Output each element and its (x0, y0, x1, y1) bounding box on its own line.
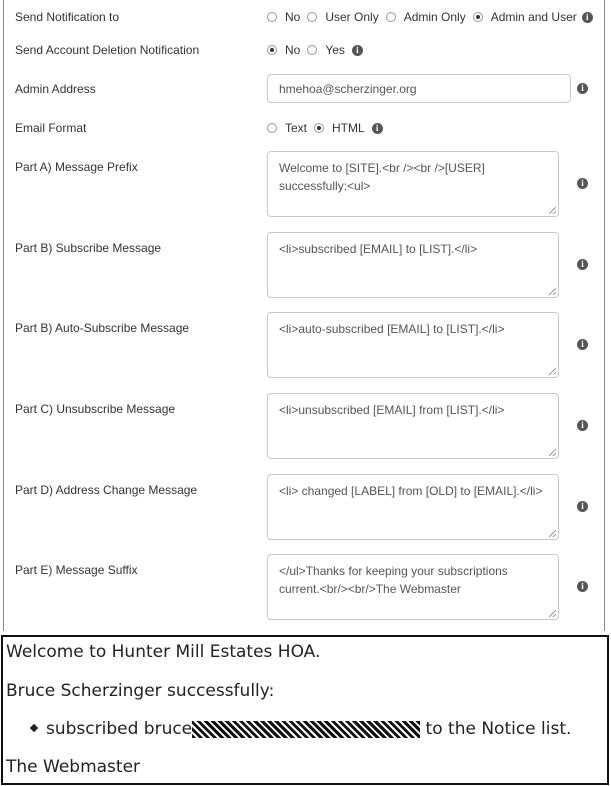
preview-item-prefix: subscribed bruce (46, 719, 193, 739)
auto-subscribe-message-label: Part B) Auto-Subscribe Message (15, 321, 190, 335)
preview-user-line: Bruce Scherzinger successfully: (6, 681, 275, 701)
info-circle-icon[interactable]: i (352, 45, 363, 56)
radio-button[interactable] (307, 12, 317, 22)
unsubscribe-message-textarea[interactable] (267, 393, 559, 459)
textarea-text: Welcome to [SITE].<br /><br />[USER] successfully:<ul> (279, 161, 485, 193)
option-label: User Only (325, 10, 379, 24)
notification-option-admin-only[interactable] (386, 10, 466, 24)
deletion-option-yes[interactable] (307, 43, 345, 57)
deletion-label: Send Account Deletion Notification (15, 43, 200, 57)
deletion-option-no[interactable] (267, 43, 300, 57)
resize-grip-icon[interactable] (549, 530, 556, 537)
info-circle-icon[interactable]: i (577, 259, 588, 270)
message-prefix-row (4, 151, 604, 221)
deletion-row (4, 36, 604, 72)
preview-list-item (31, 719, 571, 739)
info-circle-icon[interactable]: i (577, 178, 588, 189)
message-suffix-textarea[interactable] (267, 554, 559, 620)
email-settings-form (3, 0, 605, 631)
option-label: Admin and User (490, 10, 577, 24)
preview-item-suffix: to the Notice list. (420, 719, 572, 739)
radio-button[interactable] (267, 123, 277, 133)
admin-address-row (4, 72, 604, 112)
preview-signature: The Webmaster (6, 757, 141, 777)
notification-option-admin-and-user[interactable] (473, 10, 577, 24)
radio-button-selected[interactable] (473, 12, 483, 22)
info-circle-icon[interactable]: i (577, 83, 588, 94)
textarea-text: <li>auto-subscribed [EMAIL] to [LIST].</li> (279, 322, 505, 336)
info-circle-icon[interactable]: i (577, 339, 588, 350)
info-circle-icon[interactable]: i (582, 12, 593, 23)
deletion-radio-group (267, 42, 363, 58)
admin-address-label: Admin Address (15, 82, 96, 96)
subscribe-message-label: Part B) Subscribe Message (15, 241, 162, 255)
subscribe-message-textarea[interactable] (267, 232, 559, 298)
textarea-text: <li>subscribed [EMAIL] to [LIST].</li> (279, 242, 478, 256)
message-suffix-label: Part E) Message Suffix (15, 563, 138, 577)
info-circle-icon[interactable]: i (372, 123, 383, 134)
unsubscribe-message-label: Part C) Unsubscribe Message (15, 402, 176, 416)
radio-button-selected[interactable] (314, 123, 324, 133)
address-change-message-row (4, 474, 604, 544)
radio-button[interactable] (307, 45, 317, 55)
email-format-option-html[interactable] (314, 121, 365, 135)
textarea-text: <li>unsubscribed [EMAIL] from [LIST].</li> (279, 403, 505, 417)
unsubscribe-message-row (4, 393, 604, 463)
email-format-row (4, 112, 604, 148)
radio-button-selected[interactable] (267, 45, 277, 55)
textarea-text: <li> changed [LABEL] from [OLD] to [EMAIL].</li> (279, 484, 543, 498)
info-circle-icon[interactable]: i (577, 501, 588, 512)
option-label: Admin Only (403, 10, 466, 24)
auto-subscribe-message-textarea[interactable] (267, 312, 559, 378)
email-preview (1, 635, 609, 785)
info-circle-icon[interactable]: i (577, 420, 588, 431)
option-label: HTML (332, 121, 365, 135)
message-prefix-textarea[interactable] (267, 151, 559, 217)
resize-grip-icon[interactable] (549, 207, 556, 214)
message-prefix-label: Part A) Message Prefix (15, 160, 138, 174)
address-change-message-label: Part D) Address Change Message (15, 483, 198, 497)
auto-subscribe-message-row (4, 312, 604, 382)
message-suffix-row (4, 554, 604, 624)
resize-grip-icon[interactable] (549, 610, 556, 617)
option-label: Text (285, 121, 308, 135)
notification-option-user-only[interactable] (307, 10, 378, 24)
resize-grip-icon[interactable] (549, 449, 556, 456)
option-label: No (285, 43, 301, 57)
option-label: Yes (325, 43, 345, 57)
address-change-message-textarea[interactable] (267, 474, 559, 540)
textarea-text: </ul>Thanks for keeping your subscriptions current.<br/><br/>The Webmaster (279, 564, 508, 596)
redacted-email (192, 721, 420, 738)
resize-grip-icon[interactable] (549, 288, 556, 295)
notification-radio-group (267, 9, 593, 25)
email-format-radio-group (267, 120, 383, 136)
notification-option-no[interactable] (267, 10, 300, 24)
info-circle-icon[interactable]: i (577, 581, 588, 592)
radio-button[interactable] (267, 12, 277, 22)
email-format-label: Email Format (15, 121, 87, 135)
email-format-option-text[interactable] (267, 121, 307, 135)
resize-grip-icon[interactable] (549, 368, 556, 375)
radio-button[interactable] (386, 12, 396, 22)
admin-address-input[interactable]: hmehoa@scherzinger.org (267, 74, 571, 103)
notification-row (4, 0, 604, 36)
option-label: No (285, 10, 301, 24)
notification-label: Send Notification to (15, 10, 120, 24)
subscribe-message-row (4, 232, 604, 302)
bullet-icon (30, 724, 38, 732)
preview-greeting: Welcome to Hunter Mill Estates HOA. (6, 642, 321, 662)
